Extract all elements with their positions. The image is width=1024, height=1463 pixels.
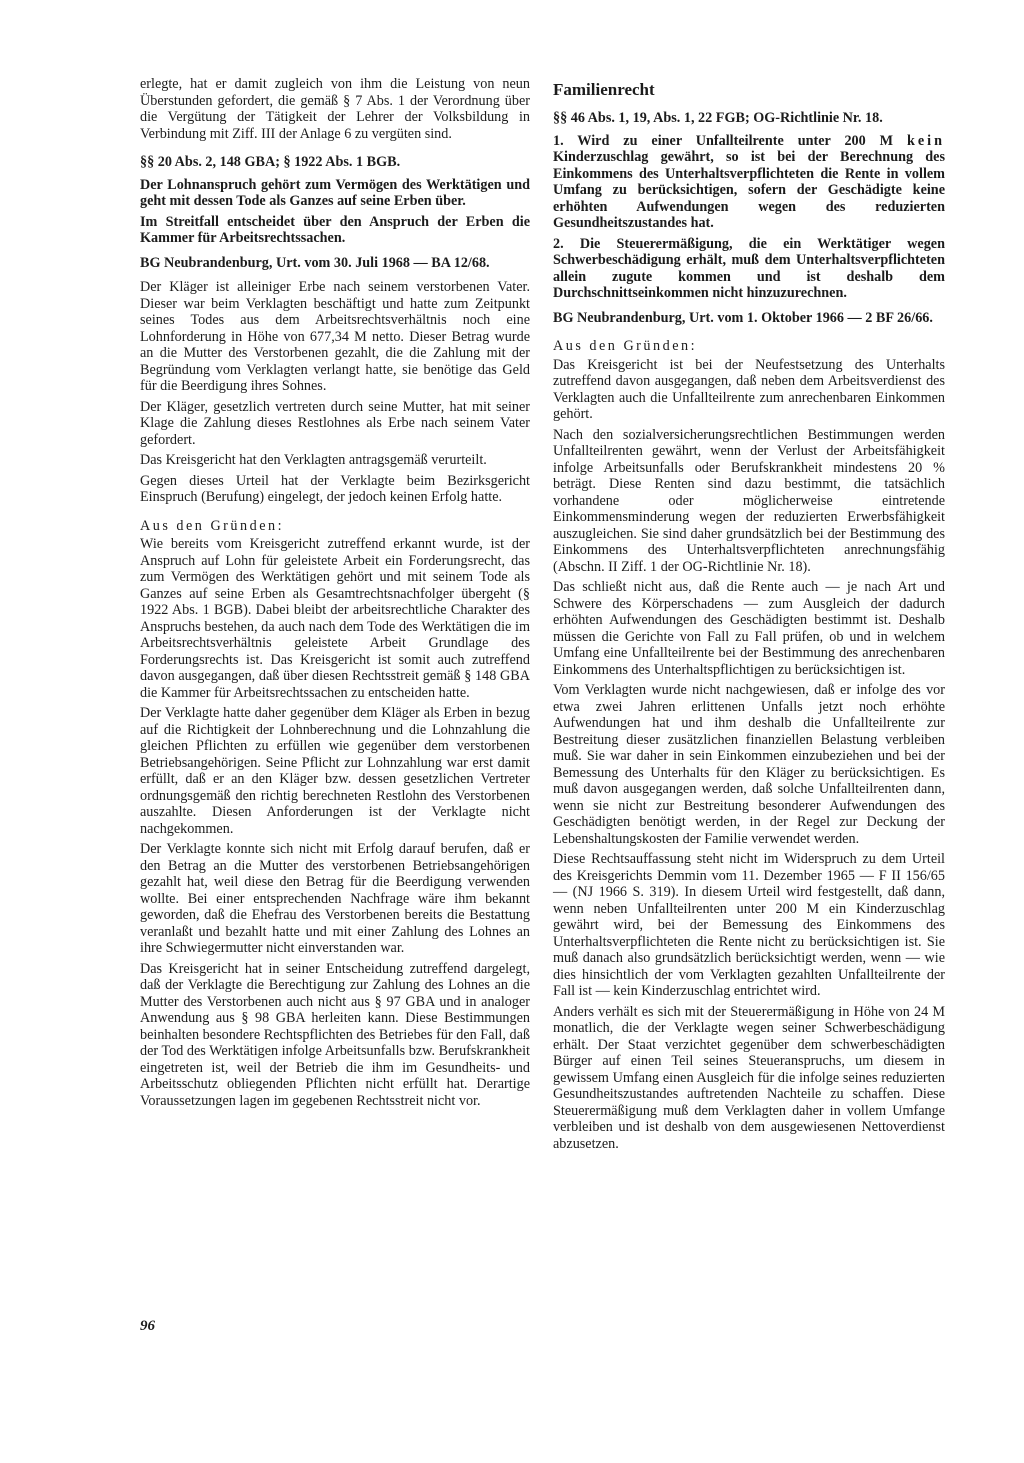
headnote-1-start: 1. Wird zu einer Unfallteilrente unter 200 M — [553, 132, 907, 149]
section-title: Familienrecht — [553, 80, 655, 99]
grounds-paragraph-2: Der Verklagte hatte daher gegenüber dem Kläger als Erben in bezug auf die Richtigkeit der Lohnberechnung und die Lohnzahlung die gleichen Pflichten zu erfüllen wie gegenüber dem verstorbenen Betriebsangehörigen. Seine Pflicht zur Lohnzahlung war erst damit erfüllt, daß er an den Kläger bzw. dessen gesetzlichen Vertreter ordnungsgemäß den richtig berechneten Restlohn des Verstorbenen auszahlte. Diesen Anforderungen ist der Verklagte nicht nachgekommen. — [140, 705, 530, 837]
page-number: 96 — [140, 1318, 155, 1334]
grounds-paragraph-1: Wie bereits vom Kreisgericht zutreffend erkannt wurde, ist der Anspruch auf Lohn für geleistete Arbeit ein Forderungsrecht, das zum Vermögen des Werktätigen gehört und mit seinem Tode als Ganzes auf seine Erben als Gesamtrechtsnachfolger übergeht (§ 1922 Abs. 1 BGB). Dabei bleibt der arbeitsrechtliche Charakter des Anspruchs bestehen, da auch nach dem Tode des Werktätigen die im Arbeitsrechtsverhältnis geleistete Arbeit Grundlage des Forderungsrechts ist. Das Kreisgericht ist somit auch zutreffend davon ausgegangen, daß über diesen Rechtsstreit gemäß § 148 GBA die Kammer für Arbeitsrechtssachen zu entscheiden hatte. — [140, 536, 530, 701]
facts-paragraph-2: Der Kläger, gesetzlich vertreten durch seine Mutter, hat mit seiner Klage die Zahlung dieses Restlohnes als Erbe nach seinem Vater gefordert. — [140, 398, 530, 448]
grounds-heading: Aus den Gründen: — [140, 517, 285, 534]
headnote-1-spaced-word: kein — [906, 132, 945, 149]
grounds-paragraph-5: Diese Rechtsauffassung steht nicht im Widerspruch zu dem Urteil des Kreisgerichts Demmin vom 11. Dezember 1965 — F II 156/65 — (NJ 1966 S. 319). In diesem Urteil wird festgestellt, daß dann, wenn neben Unfallteilrenten unter 200 M ein Kinderzuschlag gewährt wird, bei der Bemessung des Einkommens des Unterhaltsverpflichteten die Rente nicht zu berücksichtigen ist. Sie muß danach also grundsätzlich berücksichtigt werden, wenn — wie dies hinsichtlich der vom Verklagten gezahlten Unfallteilrente der Fall ist — kein Kinderzuschlag entrichtet wird. — [553, 851, 945, 999]
headnote-1-end: Kinderzuschlag gewährt, so ist bei der Berechnung des Einkommens des Unterhaltsverpflichteten die Rente in vollem Umfang zu berücksichtigen, sofern der Geschädigte keine erhöhten Aufwendungen wegen des reduzierten Gesundheitszustandes hat. — [553, 149, 945, 231]
left-column — [140, 76, 530, 1113]
headnote-2: 2. Die Steuerermäßigung, die ein Werktätiger wegen Schwerbeschädigung erhält, muß dem Unterhaltsverpflichteten allein zugute kommen und ist deshalb dem Durchschnittseinkommen nicht hinzuzurechnen. — [553, 235, 945, 301]
grounds-paragraph-3: Das schließt nicht aus, daß die Rente auch — je nach Art und Schwere des Körperschadens — zum Ausgleich der dadurch erhöhten Aufwendungen des Geschädigten bestimmt ist. Deshalb müssen die Gerichte von Fall zu Fall prüfen, ob und in welchem Umfang eine Unfallteilrente bei der Bestimmung des anrechenbaren Einkommens des Unterhaltspflichtigen zu berücksichtigen ist. — [553, 579, 945, 678]
grounds-paragraph-4: Vom Verklagten wurde nicht nachgewiesen, daß er infolge des vor etwa zwei Jahren erlittenen Unfalls jetzt noch erhöhte Aufwendungen hat und ihm deshalb die Unfallteilrente zur Bestreitung dieser zusätzlichen finanziellen Belastung verbleiben muß. Sie war daher in sein Einkommen einzubeziehen und bei der Bemessung des Unterhalts für den Kläger zu berücksichtigen. Es muß davon ausgegangen werden, daß solche Unfallteilrenten dann, wenn sie nicht zur Bestreitung besonderer Aufwendungen des Geschädigten benötigt werden, in der Regel zur Deckung der Lebenshaltungskosten der Familie verwendet werden. — [553, 682, 945, 847]
facts-paragraph-4: Gegen dieses Urteil hat der Verklagte beim Bezirksgericht Einspruch (Berufung) eingelegt, der jedoch keinen Erfolg hatte. — [140, 472, 530, 505]
court-citation: BG Neubrandenburg, Urt. vom 1. Oktober 1966 — 2 BF 26/66. — [553, 309, 933, 326]
court-citation: BG Neubrandenburg, Urt. vom 30. Juli 1968 — BA 12/68. — [140, 254, 490, 271]
grounds-paragraph-4: Das Kreisgericht hat in seiner Entscheidung zutreffend dargelegt, daß der Verklagte die Berechtigung zur Zahlung des Lohnes an die Mutter des Verstorbenen auch nicht aus § 97 GBA und in analoger Anwendung aus § 98 GBA herleiten kann. Diese Bestimmungen beinhalten besondere Rechtspflichten des Betriebes für den Fall, daß der Tod des Werktätigen infolge Arbeitsunfalls bzw. Berufskrankheit eingetreten ist, weil der Betrieb die ihm im Gesundheits- und Arbeitsschutz obliegenden Pflichten nicht erfüllt hat. Derartige Voraussetzungen lagen im gegebenen Rechtsstreit nicht vor. — [140, 960, 530, 1109]
grounds-heading: Aus den Gründen: — [553, 338, 698, 354]
facts-paragraph-3: Das Kreisgericht hat den Verklagten antragsgemäß verurteilt. — [140, 452, 487, 468]
grounds-paragraph-6: Anders verhält es sich mit der Steuerermäßigung in Höhe von 24 M monatlich, die der Verklagte wegen seiner Schwerbeschädigung erhält. Der Staat verzichtet gegenüber dem schwerbeschädigten Bürger auf einen Teil seines Steueranspruchs, um diesem in gewissem Umfang einen Ausgleich für die infolge seines reduzierten Gesundheitszustandes auftretenden Nachteile zu schaffen. Diese Steuerermäßigung muß dem Verklagten daher in vollem Umfange verbleiben und ist deshalb von dem ausgewiesenen Nettoverdienst abzusetzen. — [553, 1003, 945, 1152]
headnote-2: Im Streitfall entscheidet über den Anspruch der Erben die Kammer für Arbeitsrechtssachen. — [140, 213, 530, 246]
grounds-paragraph-2: Nach den sozialversicherungsrechtlichen Bestimmungen werden Unfallteilrenten gewährt, wenn der Verlust der Arbeitsfähigkeit infolge Arbeitsunfalls oder Berufskrankheit mindestens 20 % beträgt. Diese Renten sind dazu bestimmt, die tatsächlich vorhandene oder möglicherweise eintretende Einkommensminderung wegen der reduzierten Erwerbsfähigkeit auszugleichen. Sie sind daher grundsätzlich bei der Bestimmung des Einkommens des Unterhaltsverpflichteten anrechnungsfähig (Abschn. II Ziff. 1 der OG-Richtlinie Nr. 18). — [553, 426, 945, 575]
headnote-1 — [553, 133, 945, 232]
right-column — [553, 76, 945, 1156]
law-reference: §§ 46 Abs. 1, 19, Abs. 1, 22 FGB; OG-Richtlinie Nr. 18. — [553, 110, 883, 126]
facts-paragraph-1: Der Kläger ist alleiniger Erbe nach seinem verstorbenen Vater. Dieser war beim Verklagten beschäftigt und hatte zum Zeitpunkt seines Todes aus dem Arbeitsrechtsverhältnis noch eine Lohnforderung in Höhe von 677,34 M netto. Dieser Betrag wurde an die Mutter des Verstorbenen gezahlt, die die Zahlung mit der Begründung vom Verklagten verlangt hatte, sie benötige das Geld für die Beerdigung ihres Sohnes. — [140, 279, 530, 394]
intro-paragraph: erlegte, hat er damit zugleich von ihm die Leistung von neun Überstunden gefordert, die gemäß § 7 Abs. 1 der Verordnung über die Vergütung der Tätigkeit der Lehrer der Volksbildung in Verbindung mit Ziff. III der Anlage 6 zu vergüten sind. — [140, 76, 530, 142]
grounds-paragraph-1: Das Kreisgericht ist bei der Neufestsetzung des Unterhalts zutreffend davon ausgegangen, daß neben dem Arbeitsverdienst des Verklagten auch die Unfallteilrente zum anrechenbaren Einkommen gehört. — [553, 356, 945, 422]
law-reference: §§ 20 Abs. 2, 148 GBA; § 1922 Abs. 1 BGB. — [140, 154, 401, 170]
headnote-1: Der Lohnanspruch gehört zum Vermögen des Werktätigen und geht mit dessen Tode als Ganzes auf seine Erben über. — [140, 176, 530, 209]
grounds-paragraph-3: Der Verklagte konnte sich nicht mit Erfolg darauf berufen, daß er den Betrag an die Mutter des verstorbenen Betriebsangehörigen gezahlt hat, weil diese den Betrag für die Beerdigung verwenden wollte. Bei einer entsprechenden Nachfrage wäre ihm bekannt geworden, daß die Ehefrau des Verstorbenen bereits die Bestattung veranlaßt und bezahlt hatte und mit einer Zahlung des Lohnes an ihre Schwiegermutter nicht einverstanden war. — [140, 841, 530, 956]
